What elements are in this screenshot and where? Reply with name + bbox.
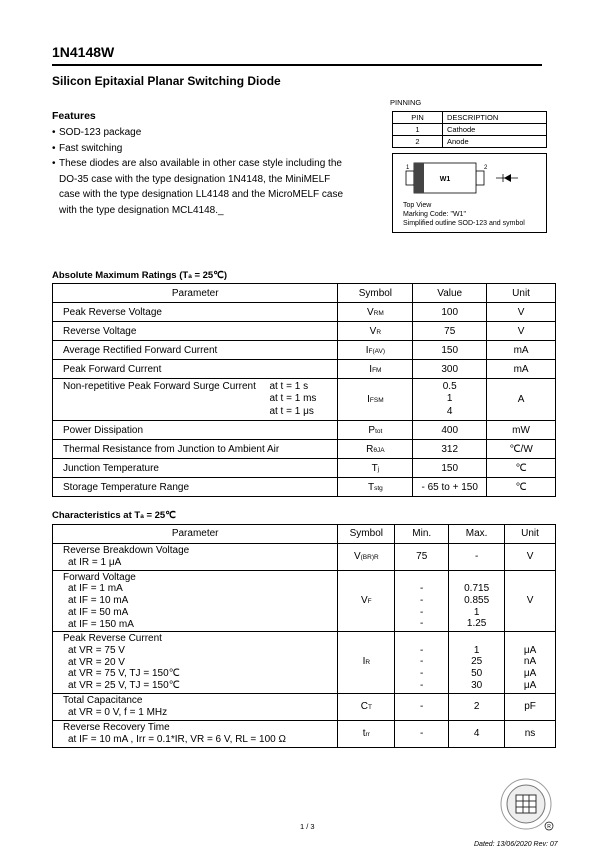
unit-cell: mA — [487, 360, 556, 379]
value-cell: 0.5 1 4 — [413, 379, 487, 421]
revision-date: Dated: 13/06/2020 Rev: 07 — [474, 841, 558, 848]
symbol-cell: RθJA — [338, 440, 413, 459]
table-row — [53, 440, 556, 459]
pin-header: PIN — [393, 112, 443, 124]
pin-description: Cathode — [443, 124, 547, 136]
min-cell: - - - - — [395, 571, 449, 632]
marking-code: W1 — [439, 176, 451, 183]
table-row — [53, 544, 556, 571]
parameter-cell: Reverse Breakdown Voltage at IR = 1 μA — [53, 544, 338, 571]
parameter-cell: Total Capacitance at VR = 0 V, f = 1 MHz — [53, 694, 338, 721]
svg-text:R: R — [547, 824, 551, 830]
caption-line: Simplified outline SOD-123 and symbol — [403, 220, 525, 227]
value-cell: 150 — [413, 341, 487, 360]
parameter-cell: Peak Reverse Current at VR = 75 V at VR = 20 V at VR = 75 V, TJ = 150℃ at VR = 25 V, TJ = 150℃ — [53, 632, 338, 694]
parameter-cell: Peak Reverse Voltage — [53, 303, 338, 322]
symbol-cell: VF — [338, 571, 395, 632]
caption-line: Top View — [403, 202, 432, 209]
value-cell: - 65 to + 150 — [413, 478, 487, 497]
value-cell: 150 — [413, 459, 487, 478]
max-cell: 1 25 50 30 — [449, 632, 505, 694]
table-row — [53, 632, 556, 694]
features-list — [52, 125, 352, 218]
abs-max-title: Absolute Maximum Ratings (Ta = 25℃) — [52, 270, 228, 281]
pin2-label: 2 — [484, 165, 488, 171]
part-number: 1N4148W — [52, 44, 115, 60]
cathode-band — [414, 163, 424, 193]
unit-cell: mW — [487, 421, 556, 440]
unit-cell: μA nA μA μA — [505, 632, 556, 694]
pin-number: 1 — [393, 124, 443, 136]
max-cell: 2 — [449, 694, 505, 721]
description-header: DESCRIPTION — [443, 112, 547, 124]
symbol-cell: Ptot — [338, 421, 413, 440]
symbol-cell: IFM — [338, 360, 413, 379]
pin1-lead — [406, 171, 414, 185]
unit-cell: ℃/W — [487, 440, 556, 459]
symbol-cell: CT — [338, 694, 395, 721]
min-cell: - — [395, 721, 449, 748]
parameter-cell: Peak Forward Current — [53, 360, 338, 379]
unit-cell: pF — [505, 694, 556, 721]
table-row — [53, 459, 556, 478]
table-row — [53, 322, 556, 341]
unit-cell: ℃ — [487, 459, 556, 478]
symbol-cell: Tj — [338, 459, 413, 478]
symbol-cell: IFSM — [338, 379, 413, 421]
column-header: Min. — [395, 525, 449, 544]
value-cell: 312 — [413, 440, 487, 459]
column-header: Value — [413, 284, 487, 303]
column-header: Parameter — [53, 284, 338, 303]
unit-cell: ℃ — [487, 478, 556, 497]
min-cell: 75 — [395, 544, 449, 571]
column-header: Max. — [449, 525, 505, 544]
column-header: Symbol — [338, 525, 395, 544]
column-header: Parameter — [53, 525, 338, 544]
pin-description: Anode — [443, 136, 547, 148]
column-header: Unit — [505, 525, 556, 544]
outline-caption — [403, 201, 525, 228]
parameter-cell: Reverse Recovery Time at IF = 10 mA , Irr = 0.1*IR, VR = 6 V, RL = 100 Ω — [53, 721, 338, 748]
table-row — [53, 303, 556, 322]
pin2-lead — [476, 171, 484, 185]
pinning-label: PINNING — [390, 98, 422, 107]
pin-number: 2 — [393, 136, 443, 148]
table-row — [53, 421, 556, 440]
characteristics-table — [52, 524, 556, 748]
table-row — [53, 694, 556, 721]
table-row — [53, 571, 556, 632]
symbol-cell: VRM — [338, 303, 413, 322]
parameter-cell: Non-repetitive Peak Forward Surge Current at t = 1 s at t = 1 ms at t = 1 μs — [53, 379, 338, 421]
symbol-cell: IF(AV) — [338, 341, 413, 360]
symbol-cell: V(BR)R — [338, 544, 395, 571]
table-row — [53, 721, 556, 748]
abs-max-table — [52, 283, 556, 497]
parameter-cell: Storage Temperature Range — [53, 478, 338, 497]
diode-symbol — [496, 174, 518, 182]
title-rule — [52, 64, 542, 66]
min-cell: - — [395, 694, 449, 721]
feature-item: • SOD-123 package — [52, 125, 352, 141]
max-cell: 0.715 0.855 1 1.25 — [449, 571, 505, 632]
pin1-label: 1 — [406, 165, 410, 171]
table-row — [53, 379, 556, 421]
value-cell: 100 — [413, 303, 487, 322]
parameter-cell: Reverse Voltage — [53, 322, 338, 341]
feature-item: • Fast switching — [52, 141, 352, 157]
caption-line: Marking Code: "W1" — [403, 211, 466, 218]
unit-cell: V — [505, 571, 556, 632]
package-outline-box — [392, 153, 547, 233]
value-cell: 400 — [413, 421, 487, 440]
symbol-cell: IR — [338, 632, 395, 694]
parameter-cell: Forward Voltage at IF = 1 mA at IF = 10 mA at IF = 50 mA at IF = 150 mA — [53, 571, 338, 632]
symbol-cell: trr — [338, 721, 395, 748]
symbol-cell: Tstg — [338, 478, 413, 497]
table-row — [53, 360, 556, 379]
unit-cell: V — [487, 322, 556, 341]
parameter-cell: Power Dissipation — [53, 421, 338, 440]
unit-cell: ns — [505, 721, 556, 748]
certification-logo — [500, 778, 558, 839]
characteristics-title: Characteristics at Ta = 25℃ — [52, 510, 176, 521]
page-number: 1 / 3 — [300, 822, 315, 831]
unit-cell: A — [487, 379, 556, 421]
table-row — [53, 478, 556, 497]
min-cell: - - - - — [395, 632, 449, 694]
column-header: Symbol — [338, 284, 413, 303]
subtitle: Silicon Epitaxial Planar Switching Diode — [52, 74, 281, 88]
max-cell: 4 — [449, 721, 505, 748]
value-cell: 75 — [413, 322, 487, 341]
unit-cell: V — [487, 303, 556, 322]
parameter-cell: Average Rectified Forward Current — [53, 341, 338, 360]
feature-item: • These diodes are also available in other case style including the DO-35 case with the type designation 1N4148, the MiniMELF case with the type designation LL4148 and the MicroMELF case with the type designation MCL4148._ — [52, 156, 352, 218]
max-cell: - — [449, 544, 505, 571]
table-row — [53, 341, 556, 360]
unit-cell: mA — [487, 341, 556, 360]
pinning-table — [392, 111, 547, 148]
parameter-cell: Thermal Resistance from Junction to Ambient Air — [53, 440, 338, 459]
parameter-cell: Junction Temperature — [53, 459, 338, 478]
unit-cell: V — [505, 544, 556, 571]
features-heading: Features — [52, 110, 96, 122]
symbol-cell: VR — [338, 322, 413, 341]
column-header: Unit — [487, 284, 556, 303]
package-outline-drawing — [393, 154, 548, 199]
value-cell: 300 — [413, 360, 487, 379]
